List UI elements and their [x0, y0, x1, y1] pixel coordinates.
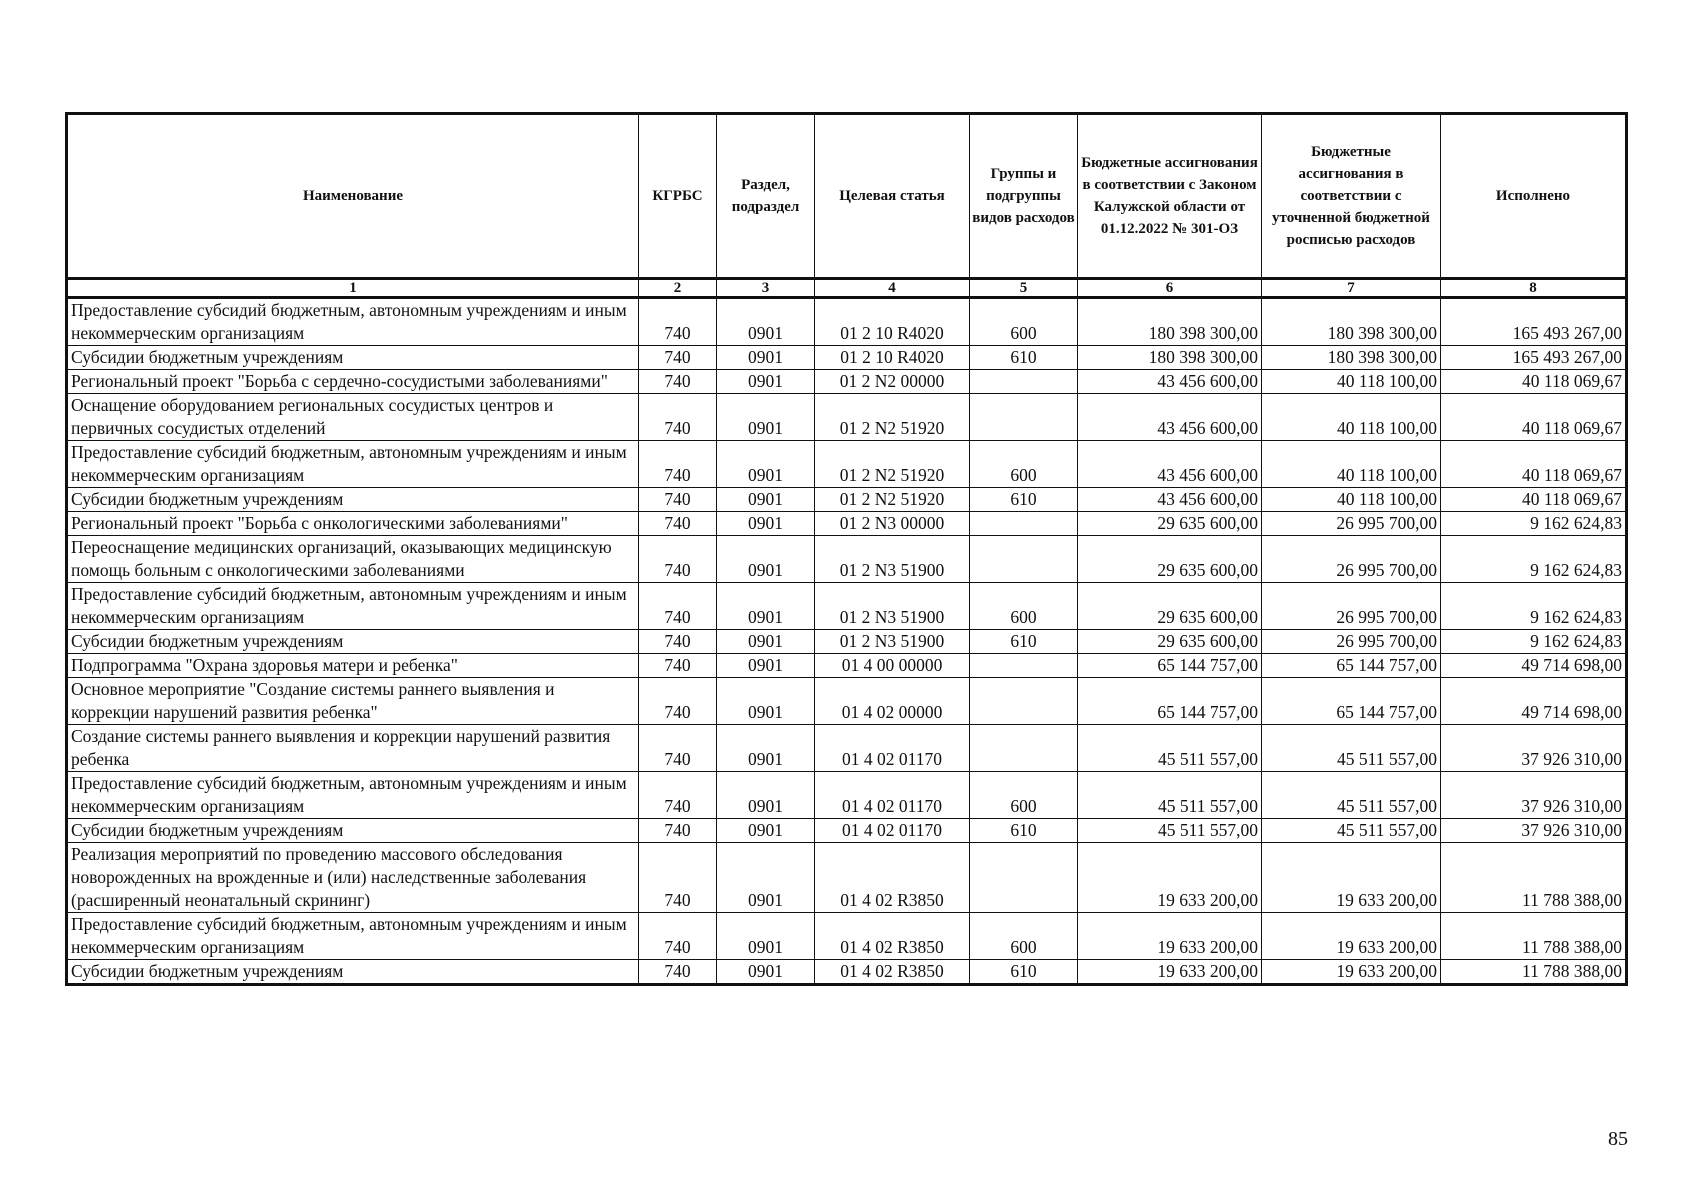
- cell-name: Оснащение оборудованием региональных сосудистых центров и первичных сосудистых отделений: [67, 394, 639, 441]
- cell-section: 0901: [717, 488, 815, 512]
- header-name: Наименование: [67, 114, 639, 279]
- cell-executed-amount: 49 714 698,00: [1441, 678, 1627, 725]
- cell-name: Предоставление субсидий бюджетным, автономным учреждениям и иным некоммерческим организациям: [67, 298, 639, 346]
- cell-group: [970, 678, 1078, 725]
- cell-refined-amount: 19 633 200,00: [1262, 843, 1441, 913]
- cell-target: 01 4 02 R3850: [815, 960, 970, 985]
- cell-kgrbs: 740: [639, 583, 717, 630]
- cell-executed-amount: 11 788 388,00: [1441, 843, 1627, 913]
- cell-law-amount: 180 398 300,00: [1078, 346, 1262, 370]
- cell-target: 01 4 02 R3850: [815, 843, 970, 913]
- cell-executed-amount: 40 118 069,67: [1441, 488, 1627, 512]
- cell-target: 01 2 N2 00000: [815, 370, 970, 394]
- cell-refined-amount: 180 398 300,00: [1262, 298, 1441, 346]
- cell-section: 0901: [717, 819, 815, 843]
- cell-kgrbs: 740: [639, 630, 717, 654]
- cell-group: [970, 654, 1078, 678]
- cell-law-amount: 19 633 200,00: [1078, 913, 1262, 960]
- cell-refined-amount: 45 511 557,00: [1262, 819, 1441, 843]
- cell-name: Предоставление субсидий бюджетным, автономным учреждениям и иным некоммерческим организациям: [67, 441, 639, 488]
- table-row: [67, 488, 1627, 512]
- cell-law-amount: 29 635 600,00: [1078, 583, 1262, 630]
- cell-group: 600: [970, 913, 1078, 960]
- column-number-row: [67, 279, 1627, 298]
- cell-law-amount: 45 511 557,00: [1078, 772, 1262, 819]
- cell-section: 0901: [717, 298, 815, 346]
- cell-law-amount: 43 456 600,00: [1078, 370, 1262, 394]
- cell-kgrbs: 740: [639, 960, 717, 985]
- table-row: [67, 678, 1627, 725]
- cell-section: 0901: [717, 536, 815, 583]
- cell-group: [970, 725, 1078, 772]
- cell-executed-amount: 9 162 624,83: [1441, 583, 1627, 630]
- cell-refined-amount: 45 511 557,00: [1262, 725, 1441, 772]
- cell-executed-amount: 9 162 624,83: [1441, 630, 1627, 654]
- cell-group: 600: [970, 441, 1078, 488]
- cell-kgrbs: 740: [639, 725, 717, 772]
- cell-refined-amount: 26 995 700,00: [1262, 630, 1441, 654]
- cell-section: 0901: [717, 913, 815, 960]
- cell-kgrbs: 740: [639, 346, 717, 370]
- cell-kgrbs: 740: [639, 298, 717, 346]
- table-row: [67, 772, 1627, 819]
- cell-name: Региональный проект "Борьба с онкологическими заболеваниями": [67, 512, 639, 536]
- cell-refined-amount: 40 118 100,00: [1262, 488, 1441, 512]
- budget-table: [65, 112, 1628, 986]
- cell-refined-amount: 65 144 757,00: [1262, 678, 1441, 725]
- cell-group: [970, 394, 1078, 441]
- cell-executed-amount: 37 926 310,00: [1441, 772, 1627, 819]
- cell-target: 01 4 02 01170: [815, 725, 970, 772]
- cell-law-amount: 29 635 600,00: [1078, 630, 1262, 654]
- cell-group: 600: [970, 583, 1078, 630]
- table-row: [67, 346, 1627, 370]
- cell-target: 01 2 N3 00000: [815, 512, 970, 536]
- cell-kgrbs: 740: [639, 654, 717, 678]
- cell-target: 01 2 N2 51920: [815, 488, 970, 512]
- cell-refined-amount: 26 995 700,00: [1262, 583, 1441, 630]
- cell-law-amount: 43 456 600,00: [1078, 441, 1262, 488]
- cell-name: Предоставление субсидий бюджетным, автономным учреждениям и иным некоммерческим организациям: [67, 772, 639, 819]
- cell-refined-amount: 65 144 757,00: [1262, 654, 1441, 678]
- table-row: [67, 394, 1627, 441]
- cell-section: 0901: [717, 441, 815, 488]
- cell-law-amount: 45 511 557,00: [1078, 725, 1262, 772]
- cell-name: Подпрограмма "Охрана здоровья матери и ребенка": [67, 654, 639, 678]
- cell-kgrbs: 740: [639, 512, 717, 536]
- cell-executed-amount: 37 926 310,00: [1441, 819, 1627, 843]
- cell-name: Субсидии бюджетным учреждениям: [67, 346, 639, 370]
- cell-law-amount: 43 456 600,00: [1078, 394, 1262, 441]
- table-row: [67, 819, 1627, 843]
- cell-group: [970, 843, 1078, 913]
- header-row: [67, 114, 1627, 279]
- table-row: [67, 536, 1627, 583]
- cell-kgrbs: 740: [639, 370, 717, 394]
- budget-report-sheet: [65, 112, 1625, 986]
- header-law: Бюджетные ассигнования в соответствии с Законом Калужской области от 01.12.2022 № 301-ОЗ: [1078, 114, 1262, 279]
- table-body: [67, 279, 1627, 985]
- cell-refined-amount: 180 398 300,00: [1262, 346, 1441, 370]
- cell-executed-amount: 37 926 310,00: [1441, 725, 1627, 772]
- cell-refined-amount: 19 633 200,00: [1262, 913, 1441, 960]
- cell-section: 0901: [717, 678, 815, 725]
- cell-group: [970, 536, 1078, 583]
- cell-law-amount: 29 635 600,00: [1078, 536, 1262, 583]
- cell-target: 01 4 00 00000: [815, 654, 970, 678]
- cell-group: 610: [970, 488, 1078, 512]
- cell-executed-amount: 9 162 624,83: [1441, 512, 1627, 536]
- cell-executed-amount: 40 118 069,67: [1441, 441, 1627, 488]
- cell-executed-amount: 49 714 698,00: [1441, 654, 1627, 678]
- column-number: 2: [639, 279, 717, 298]
- cell-target: 01 4 02 01170: [815, 819, 970, 843]
- cell-target: 01 4 02 R3850: [815, 913, 970, 960]
- table-row: [67, 441, 1627, 488]
- cell-law-amount: 65 144 757,00: [1078, 678, 1262, 725]
- header-groups: Группы и подгруппы видов расходов: [970, 114, 1078, 279]
- column-number: 7: [1262, 279, 1441, 298]
- table-row: [67, 370, 1627, 394]
- table-row: [67, 512, 1627, 536]
- cell-name: Создание системы раннего выявления и коррекции нарушений развития ребенка: [67, 725, 639, 772]
- cell-section: 0901: [717, 583, 815, 630]
- cell-name: Основное мероприятие "Создание системы раннего выявления и коррекции нарушений развития ребенка": [67, 678, 639, 725]
- header-target: Целевая статья: [815, 114, 970, 279]
- cell-target: 01 2 10 R4020: [815, 298, 970, 346]
- cell-kgrbs: 740: [639, 843, 717, 913]
- cell-section: 0901: [717, 370, 815, 394]
- cell-refined-amount: 40 118 100,00: [1262, 394, 1441, 441]
- table-row: [67, 913, 1627, 960]
- table-row: [67, 725, 1627, 772]
- cell-target: 01 2 N2 51920: [815, 441, 970, 488]
- cell-section: 0901: [717, 654, 815, 678]
- column-number: 4: [815, 279, 970, 298]
- cell-name: Предоставление субсидий бюджетным, автономным учреждениям и иным некоммерческим организациям: [67, 913, 639, 960]
- table-row: [67, 630, 1627, 654]
- cell-section: 0901: [717, 843, 815, 913]
- cell-law-amount: 19 633 200,00: [1078, 843, 1262, 913]
- cell-group: 610: [970, 630, 1078, 654]
- header-executed: Исполнено: [1441, 114, 1627, 279]
- cell-group: [970, 512, 1078, 536]
- cell-name: Региональный проект "Борьба с сердечно-сосудистыми заболеваниями": [67, 370, 639, 394]
- cell-kgrbs: 740: [639, 441, 717, 488]
- cell-name: Реализация мероприятий по проведению массового обследования новорожденных на врожденные и (или) наследственные заболевания (расширенный неонатальный скрининг): [67, 843, 639, 913]
- cell-group: 600: [970, 298, 1078, 346]
- cell-name: Субсидии бюджетным учреждениям: [67, 819, 639, 843]
- cell-refined-amount: 40 118 100,00: [1262, 370, 1441, 394]
- table-row: [67, 583, 1627, 630]
- cell-section: 0901: [717, 346, 815, 370]
- cell-law-amount: 45 511 557,00: [1078, 819, 1262, 843]
- column-number: 3: [717, 279, 815, 298]
- cell-section: 0901: [717, 960, 815, 985]
- cell-law-amount: 180 398 300,00: [1078, 298, 1262, 346]
- cell-executed-amount: 11 788 388,00: [1441, 960, 1627, 985]
- cell-group: 610: [970, 346, 1078, 370]
- header-section: Раздел, подраздел: [717, 114, 815, 279]
- cell-target: 01 2 10 R4020: [815, 346, 970, 370]
- cell-refined-amount: 45 511 557,00: [1262, 772, 1441, 819]
- cell-kgrbs: 740: [639, 772, 717, 819]
- cell-target: 01 2 N3 51900: [815, 630, 970, 654]
- cell-name: Субсидии бюджетным учреждениям: [67, 630, 639, 654]
- table-row: [67, 960, 1627, 985]
- cell-group: [970, 370, 1078, 394]
- column-number: 1: [67, 279, 639, 298]
- cell-group: 610: [970, 819, 1078, 843]
- page-number: 85: [1608, 1128, 1628, 1150]
- cell-executed-amount: 165 493 267,00: [1441, 298, 1627, 346]
- cell-name: Субсидии бюджетным учреждениям: [67, 488, 639, 512]
- header-kgrbs: КГРБС: [639, 114, 717, 279]
- cell-name: Переоснащение медицинских организаций, оказывающих медицинскую помощь больным с онкологическими заболеваниями: [67, 536, 639, 583]
- cell-executed-amount: 165 493 267,00: [1441, 346, 1627, 370]
- cell-section: 0901: [717, 630, 815, 654]
- cell-refined-amount: 19 633 200,00: [1262, 960, 1441, 985]
- cell-refined-amount: 40 118 100,00: [1262, 441, 1441, 488]
- table-row: [67, 843, 1627, 913]
- cell-kgrbs: 740: [639, 394, 717, 441]
- cell-executed-amount: 9 162 624,83: [1441, 536, 1627, 583]
- table-row: [67, 298, 1627, 346]
- cell-kgrbs: 740: [639, 913, 717, 960]
- cell-law-amount: 29 635 600,00: [1078, 512, 1262, 536]
- cell-kgrbs: 740: [639, 819, 717, 843]
- cell-target: 01 2 N2 51920: [815, 394, 970, 441]
- cell-law-amount: 19 633 200,00: [1078, 960, 1262, 985]
- cell-target: 01 2 N3 51900: [815, 583, 970, 630]
- cell-target: 01 4 02 00000: [815, 678, 970, 725]
- cell-refined-amount: 26 995 700,00: [1262, 512, 1441, 536]
- cell-section: 0901: [717, 512, 815, 536]
- cell-name: Предоставление субсидий бюджетным, автономным учреждениям и иным некоммерческим организациям: [67, 583, 639, 630]
- cell-law-amount: 65 144 757,00: [1078, 654, 1262, 678]
- table-row: [67, 654, 1627, 678]
- cell-section: 0901: [717, 725, 815, 772]
- cell-refined-amount: 26 995 700,00: [1262, 536, 1441, 583]
- cell-target: 01 4 02 01170: [815, 772, 970, 819]
- cell-law-amount: 43 456 600,00: [1078, 488, 1262, 512]
- header-refined: Бюджетные ассигнования в соответствии с уточненной бюджетной росписью расходов: [1262, 114, 1441, 279]
- cell-group: 610: [970, 960, 1078, 985]
- column-number: 6: [1078, 279, 1262, 298]
- cell-name: Субсидии бюджетным учреждениям: [67, 960, 639, 985]
- cell-executed-amount: 11 788 388,00: [1441, 913, 1627, 960]
- cell-target: 01 2 N3 51900: [815, 536, 970, 583]
- cell-group: 600: [970, 772, 1078, 819]
- cell-section: 0901: [717, 772, 815, 819]
- column-number: 5: [970, 279, 1078, 298]
- cell-executed-amount: 40 118 069,67: [1441, 394, 1627, 441]
- cell-kgrbs: 740: [639, 536, 717, 583]
- cell-executed-amount: 40 118 069,67: [1441, 370, 1627, 394]
- cell-kgrbs: 740: [639, 678, 717, 725]
- cell-kgrbs: 740: [639, 488, 717, 512]
- column-number: 8: [1441, 279, 1627, 298]
- cell-section: 0901: [717, 394, 815, 441]
